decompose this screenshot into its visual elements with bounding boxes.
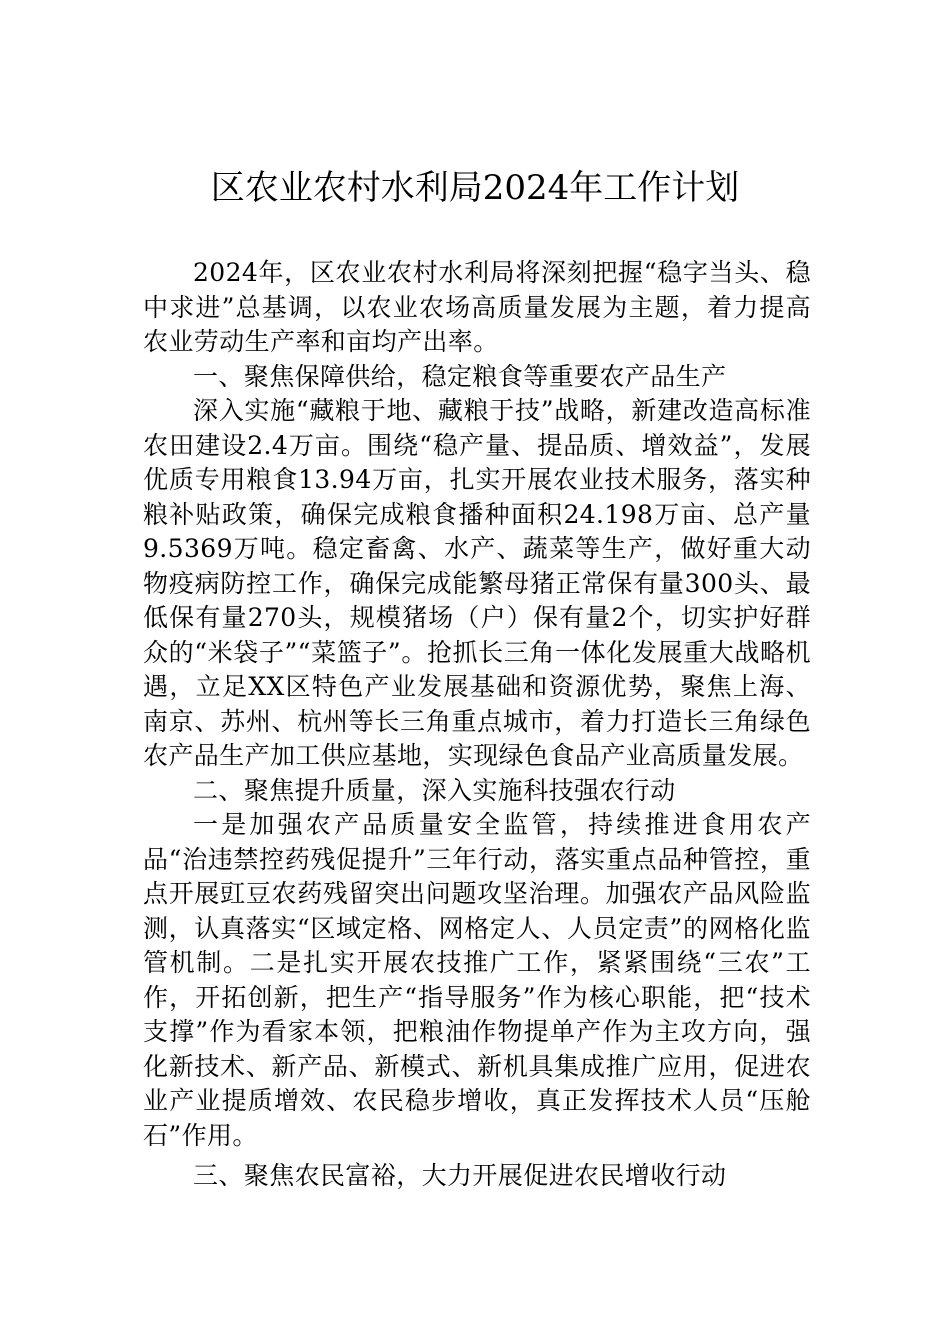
intro-paragraph: 2024年，区农业农村水利局将深刻把握“稳字当头、稳中求进”总基调，以农业农场高质量发展为主题，着力提高农业劳动生产率和亩均产出率。 bbox=[143, 258, 811, 356]
section-1-heading: 一、聚焦保障供给，稳定粮食等重要农产品生产 bbox=[193, 361, 727, 391]
section-3-heading: 三、聚焦农民富裕，大力开展促进农民增收行动 bbox=[193, 1161, 727, 1190]
section-1-paragraph: 深入实施“藏粮于地、藏粮于技”战略，新建改造高标准农田建设2.4万亩。围绕“稳产量、提品质、增效益”，发展优质专用粮食13.94万亩，扎实开展农业技术服务，落实种粮补贴政策，确保完成粮食播种面积24.198万亩、总产量9.5369万吨。稳定畜禽、水产、蔬菜等生产，做好重大动物疫病防控工作，确保完成能繁母猪正常保有量300头、最低保有量270头，规模猪场（户）保有量2个，切实护好群众的“米袋子”“菜篮子”。抢抓长三角一体化发展重大战略机遇，立足XX区特色产业发展基础和资源优势，聚焦上海、南京、苏州、杭州等长三角重点城市，着力打造长三角绿色农产品生产加工供应基地，实现绿色食品产业高质量发展。 bbox=[143, 396, 811, 770]
document-body bbox=[143, 256, 811, 1194]
section-2-paragraph: 一是加强农产品质量安全监管，持续推进食用农产品“治违禁控药残促提升”三年行动，落实重点品种管控，重点开展豇豆农药残留突出问题攻坚治理。加强农产品风险监测，认真落实“区域定格、网格定人、人员定责”的网格化监管机制。二是扎实开展农技推广工作，紧紧围绕“三农”工作，开拓创新，把生产“指导服务”作为核心职能，把“技术支撑”作为看家本领，把粮油作物提单产作为主攻方向，强化新技术、新产品、新模式、新机具集成推广应用，促进农业产业提质增效、农民稳步增收，真正发挥技术人员“压舱石”作用。 bbox=[143, 810, 811, 1150]
section-2-heading: 二、聚焦提升质量，深入实施科技强农行动 bbox=[193, 775, 676, 805]
document-title: 区农业农村水利局2024年工作计划 bbox=[210, 168, 740, 208]
